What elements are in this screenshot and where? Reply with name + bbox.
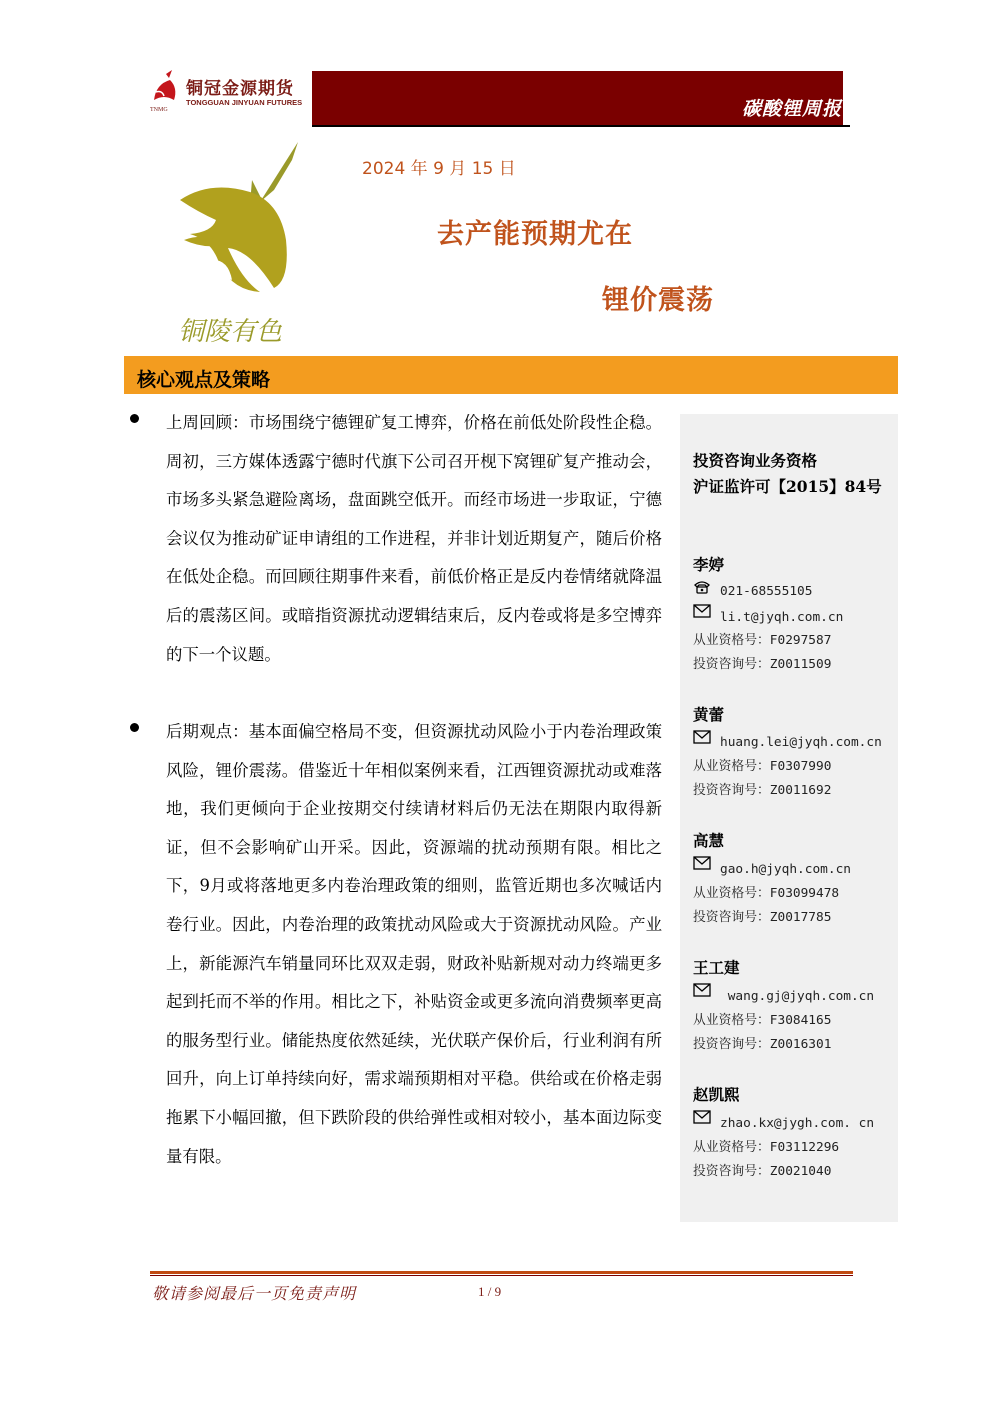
- analyst-email[interactable]: wang.gj@jyqh.com.cn: [720, 989, 875, 1004]
- analyst-name: 赵凯熙: [693, 1085, 740, 1104]
- bullet-icon: [130, 414, 139, 423]
- company-logo: [150, 70, 315, 120]
- bullet-icon: [130, 723, 139, 732]
- report-type: 碳酸锂周报: [741, 98, 842, 120]
- analyst-advisory: 投资咨询号：Z0017785: [693, 910, 832, 925]
- email-icon: [693, 604, 711, 618]
- company-name-en: TONGGUAN JINYUAN FUTURES: [186, 98, 303, 107]
- analyst-name: 李婷: [693, 555, 725, 574]
- analyst-email[interactable]: gao.h@jyqh.com.cn: [720, 862, 851, 877]
- emblem-logo-icon: [170, 140, 315, 355]
- bullet-text: 后期观点：基本面偏空格局不变，但资源扰动风险小于内卷治理政策风险，锂价震荡。借鉴近十年相似案例来看，江西锂资源扰动或难落地，我们更倾向于企业按期交付续请材料后仍无法在期限内取得新证，但不会影响矿山开采。因此，资源端的扰动预期有限。相比之下，9月或将落地更多内卷治理政策的细则，监管近期也多次喊话内卷行业。因此，内卷治理的政策扰动风险或大于资源扰动风险。产业上，新能源汽车销量同环比双双走弱，财政补贴新规对动力终端更多起到托而不举的作用。相比之下，补贴资金或更多流向消费频率更高的服务型行业。储能热度依然延续，光伏联产保价后，行业利润有所回升，向上订单持续向好，需求端预期相对平稳。供给或在价格走弱拖累下小幅回撤，但下跌阶段的供给弹性或相对较小，基本面边际变量有限。: [166, 722, 662, 1166]
- license-title: 投资咨询业务资格: [693, 451, 818, 470]
- page-number: 1 / 9: [478, 1284, 502, 1299]
- analyst-advisory: 投资咨询号：Z0016301: [693, 1037, 832, 1052]
- report-title-line1: 去产能预期尤在: [437, 219, 633, 250]
- section-title: 核心观点及策略: [137, 369, 271, 391]
- analyst-email[interactable]: huang.lei@jyqh.com.cn: [720, 735, 882, 750]
- analyst-sidebar: [680, 414, 898, 1222]
- phone-icon: [693, 580, 711, 594]
- analyst-advisory: 投资咨询号：Z0011692: [693, 783, 832, 798]
- analyst-cert: 从业资格号：F3084165: [693, 1013, 832, 1028]
- company-abbr: TNMG: [150, 107, 168, 113]
- analyst-cert: 从业资格号：F03099478: [693, 886, 840, 901]
- footer-disclaimer: 敬请参阅最后一页免责声明: [152, 1284, 357, 1303]
- analyst-advisory: 投资咨询号：Z0011509: [693, 657, 832, 672]
- report-title-line2: 锂价震荡: [602, 285, 714, 316]
- company-name-cn: 铜冠金源期货: [186, 79, 294, 99]
- analyst-email[interactable]: zhao.kx@jygh.com. cn: [720, 1116, 875, 1131]
- analyst-name: 王工建: [693, 958, 740, 977]
- analyst-name: 高慧: [693, 831, 725, 850]
- emblem-text: 铜陵有色: [178, 317, 283, 347]
- email-icon: [693, 730, 711, 744]
- report-date: 2024 年 9 月 15 日: [362, 159, 516, 179]
- license-number: 沪证监许可【2015】84号: [693, 477, 882, 496]
- email-icon: [693, 983, 711, 997]
- bullet-text: 上周回顾：市场围绕宁德锂矿复工博弈，价格在前低处阶段性企稳。周初，三方媒体透露宁德时代旗下公司召开枧下窝锂矿复产推动会，市场多头紧急避险离场，盘面跳空低开。而经市场进一步取证，宁德会议仅为推动矿证申请组的工作进程，并非计划近期复产，随后价格在低处企稳。而回顾往期事件来看，前低价格正是反内卷情绪就降温后的震荡区间。或暗指资源扰动逻辑结束后，反内卷或将是多空博弈的下一个议题。: [166, 413, 662, 664]
- header-divider: [312, 125, 850, 127]
- bullet-item-weekly-review: [130, 404, 662, 714]
- analyst-advisory: 投资咨询号：Z0021040: [693, 1164, 832, 1179]
- bullet-item-outlook: [130, 713, 662, 1253]
- analyst-phone: 021-68555105: [720, 584, 813, 599]
- email-icon: [693, 856, 711, 870]
- footer-divider-thin: [150, 1275, 853, 1276]
- analyst-cert: 从业资格号：F0297587: [693, 633, 832, 648]
- analyst-email[interactable]: li.t@jyqh.com.cn: [720, 610, 844, 625]
- analyst-cert: 从业资格号：F0307990: [693, 759, 832, 774]
- analyst-name: 黄蕾: [693, 705, 725, 724]
- analyst-cert: 从业资格号：F03112296: [693, 1140, 840, 1155]
- email-icon: [693, 1110, 711, 1124]
- footer-divider: [150, 1271, 853, 1274]
